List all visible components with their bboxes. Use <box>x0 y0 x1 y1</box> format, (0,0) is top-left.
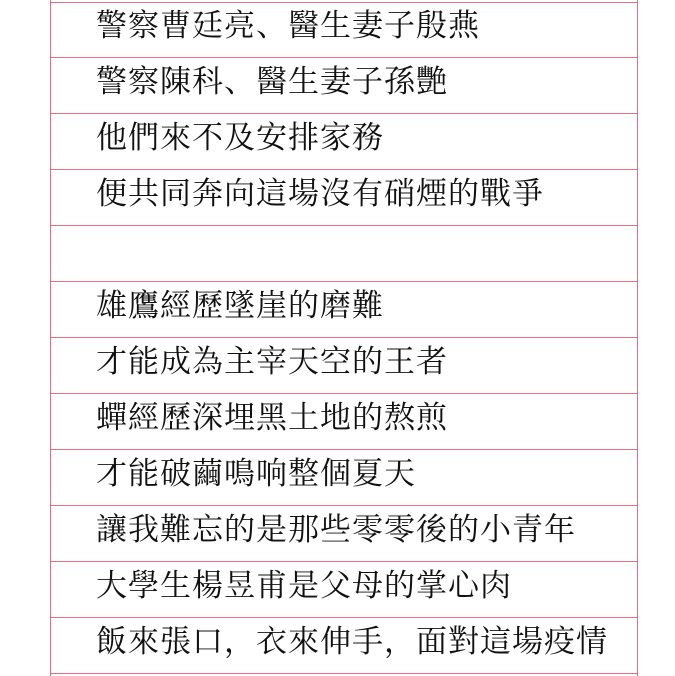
left-margin-line <box>50 0 51 676</box>
handwritten-line: 大學生楊昱甫是父母的掌心肉 <box>96 568 512 604</box>
rule-line <box>50 561 638 562</box>
handwritten-line: 警察陳科、醫生妻子孫艷 <box>96 64 448 100</box>
rule-line <box>50 617 638 618</box>
handwritten-line: 便共同奔向這場沒有硝煙的戰爭 <box>96 176 544 212</box>
right-margin-line <box>637 0 638 676</box>
handwritten-line: 蟬經歷深埋黑土地的熬煎 <box>96 400 448 436</box>
handwritten-line: 飯來張口，衣來伸手，面對這場疫情 <box>96 624 608 660</box>
rule-line <box>50 337 638 338</box>
handwritten-line: 警察曹廷亮、醫生妻子殷燕 <box>96 8 480 44</box>
rule-line <box>50 505 638 506</box>
rule-line <box>50 225 638 226</box>
handwritten-line: 雄鷹經歷墜崖的磨難 <box>96 288 384 324</box>
rule-line <box>50 673 638 674</box>
rule-line <box>50 2 638 3</box>
handwritten-line: 才能成為主宰天空的王者 <box>96 344 448 380</box>
handwritten-line: 他們來不及安排家務 <box>96 120 384 156</box>
handwritten-line: 讓我難忘的是那些零零後的小青年 <box>96 512 576 548</box>
rule-line <box>50 393 638 394</box>
rule-line <box>50 169 638 170</box>
rule-line <box>50 281 638 282</box>
rule-line <box>50 113 638 114</box>
rule-line <box>50 57 638 58</box>
rule-line <box>50 449 638 450</box>
handwritten-line: 才能破繭鳴响整個夏天 <box>96 456 416 492</box>
